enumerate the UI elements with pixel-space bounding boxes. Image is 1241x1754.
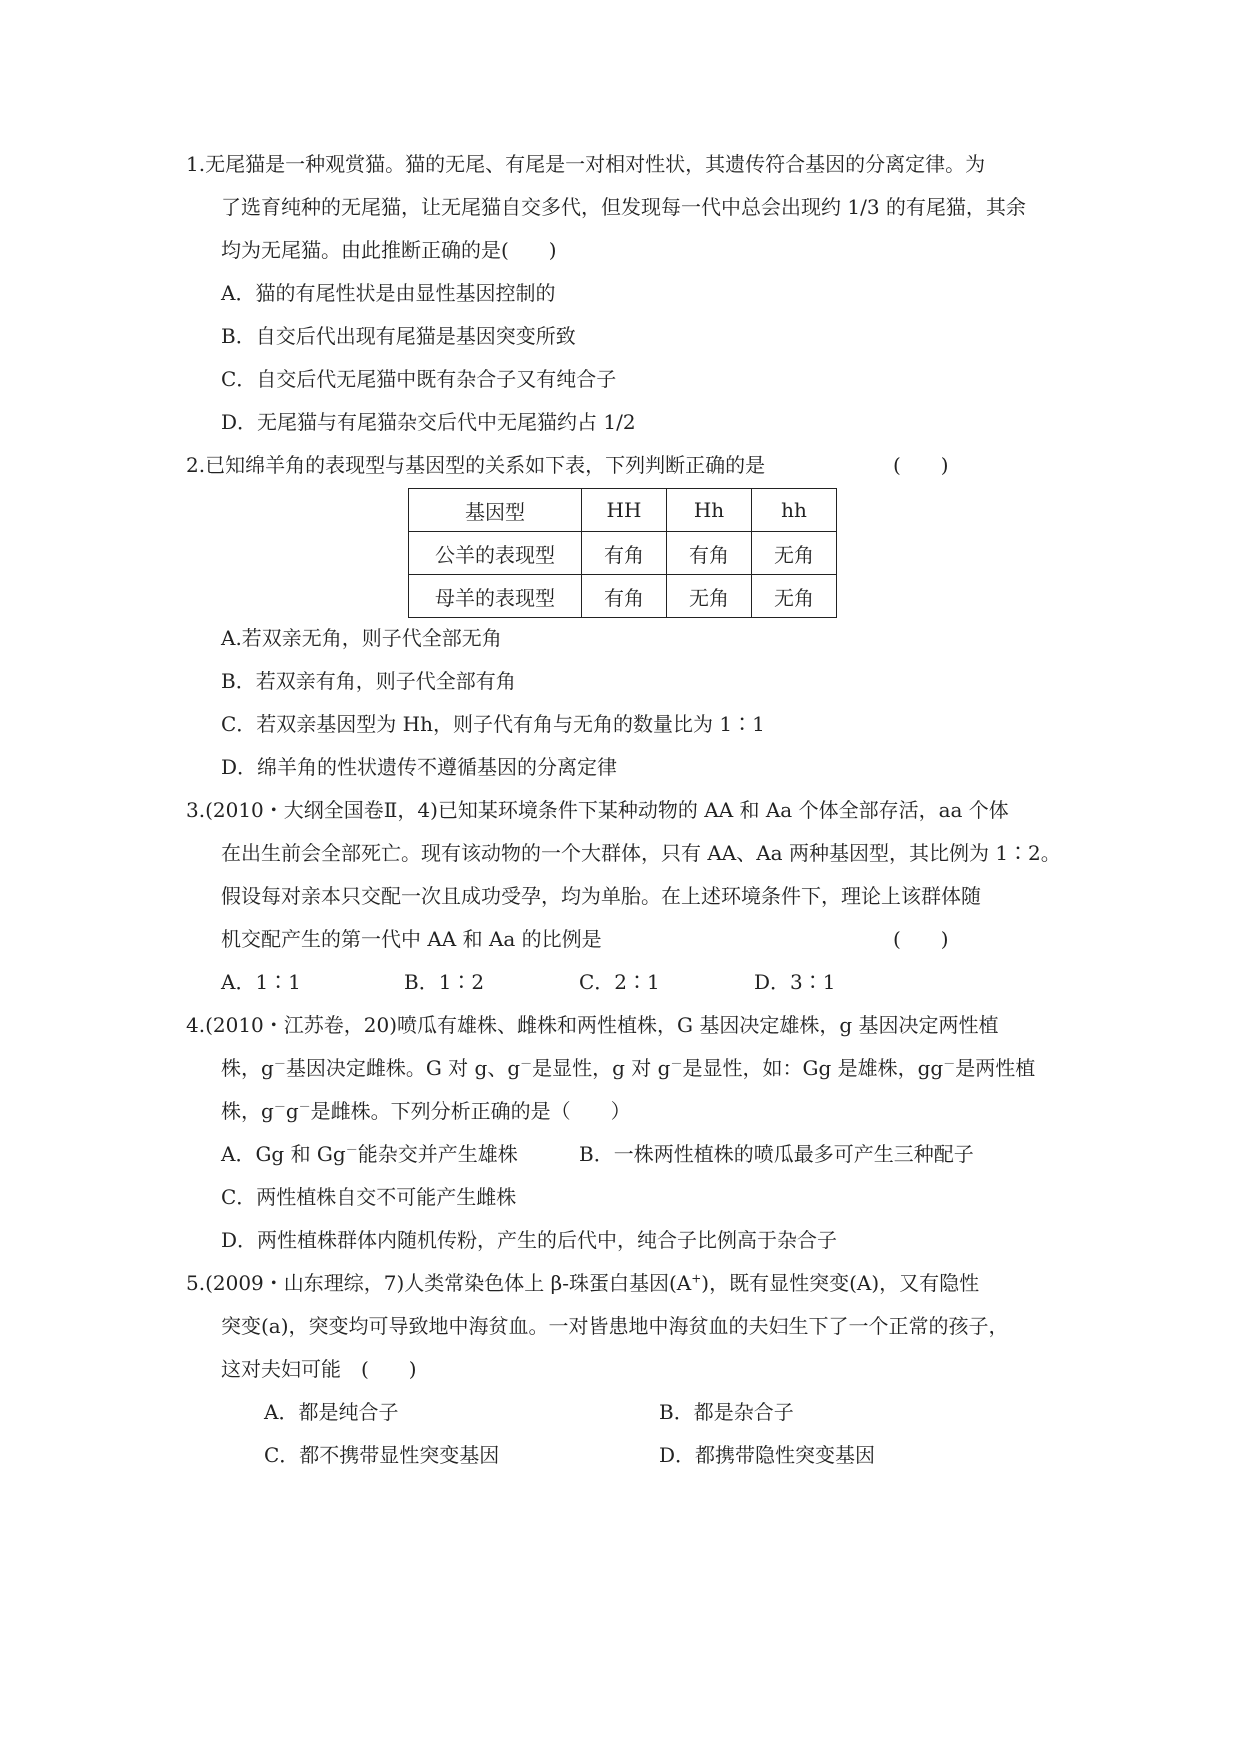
q1-option-b: B．自交后代出现有尾猫是基因突变所致 (221, 324, 576, 348)
table-cell: 无角 (667, 575, 752, 618)
q3-option-a: A．1∶1 (221, 970, 301, 994)
superscript: － (670, 1056, 683, 1071)
superscript: － (298, 1099, 311, 1114)
q4-line3-part: 株，g (221, 1099, 274, 1123)
q4-line2-part: 是显性，如：Gg 是雄株，gg (682, 1056, 944, 1080)
q4-option-a (221, 1140, 518, 1168)
q1-line3: 均为无尾猫。由此推断正确的是( ) (221, 238, 557, 262)
q5-line1-part: 5.(2009・山东理综，7)人类常染色体上 β-珠蛋白基因(A (186, 1271, 692, 1295)
q2-option-d: D．绵羊角的性状遗传不遵循基因的分离定律 (221, 755, 618, 779)
q5-line1-part: )，既有显性突变(A)，又有隐性 (701, 1271, 980, 1295)
q3-line2: 在出生前会全部死亡。现有该动物的一个大群体，只有 AA、Aa 两种基因型，其比例为 1∶2。 (221, 841, 1061, 865)
q4-line2-part: 是两性植 (955, 1056, 1036, 1080)
table-cell: Hh (667, 489, 752, 532)
q5-option-b: B．都是杂合子 (659, 1400, 794, 1424)
table-cell: 基因型 (409, 489, 582, 532)
q3-option-d: D．3∶1 (754, 970, 836, 994)
q4-line2-part: 基因决定雌株。G 对 g、g (285, 1056, 521, 1080)
q4-line2 (221, 1054, 1035, 1082)
q3-option-b: B．1∶2 (404, 970, 485, 994)
q5-option-d: D．都携带隐性突变基因 (659, 1443, 876, 1467)
q4-option-a-part: 能杂交并产生雄株 (357, 1142, 518, 1166)
table-cell: 无角 (752, 575, 837, 618)
q2-option-b: B．若双亲有角，则子代全部有角 (221, 669, 516, 693)
table-cell: hh (752, 489, 837, 532)
table-cell: 母羊的表现型 (409, 575, 582, 618)
q4-line2-part: 株，g (221, 1056, 274, 1080)
q4-option-a-part: A．Gg 和 Gg (221, 1142, 346, 1166)
q1-line1: 1.无尾猫是一种观赏猫。猫的无尾、有尾是一对相对性状，其遗传符合基因的分离定律。为 (186, 152, 986, 176)
q2-line1: 2.已知绵羊角的表现型与基因型的关系如下表，下列判断正确的是 (186, 453, 766, 477)
table-header-row (409, 489, 837, 532)
q4-option-c: C．两性植株自交不可能产生雌株 (221, 1185, 517, 1209)
q3-bracket: ( ) (893, 927, 949, 951)
table-cell: 有角 (582, 575, 667, 618)
q4-line3-part: 是雌株。下列分析正确的是（ ） (310, 1099, 631, 1123)
q1-option-d: D．无尾猫与有尾猫杂交后代中无尾猫约占 1/2 (221, 410, 636, 434)
q2-bracket: ( ) (893, 453, 949, 477)
q3-line1: 3.(2010・大纲全国卷Ⅱ，4)已知某环境条件下某种动物的 AA 和 Aa 个体全部存活，aa 个体 (186, 798, 1009, 822)
q3-line4: 机交配产生的第一代中 AA 和 Aa 的比例是 (221, 927, 602, 951)
table-cell: 有角 (667, 532, 752, 575)
q4-line3 (221, 1097, 631, 1125)
q2-option-c: C．若双亲基因型为 Hh，则子代有角与无角的数量比为 1∶1 (221, 712, 765, 736)
q1-option-a: A．猫的有尾性状是由显性基因控制的 (221, 281, 556, 305)
q3-option-c: C．2∶1 (579, 970, 660, 994)
table-cell: 公羊的表现型 (409, 532, 582, 575)
q5-option-c: C．都不携带显性突变基因 (264, 1443, 500, 1467)
q4-option-b: B．一株两性植株的喷瓜最多可产生三种配子 (579, 1142, 974, 1166)
q5-option-a: A．都是纯合子 (264, 1400, 399, 1424)
table-row (409, 575, 837, 618)
superscript: + (691, 1271, 702, 1286)
q3-line3: 假设每对亲本只交配一次且成功受孕，均为单胎。在上述环境条件下，理论上该群体随 (221, 884, 981, 908)
superscript: － (520, 1056, 533, 1071)
genotype-table (408, 488, 837, 618)
q4-line2-part: 是显性，g 对 g (532, 1056, 671, 1080)
superscript: － (345, 1142, 358, 1157)
q4-line3-part: g (285, 1099, 299, 1123)
table-row (409, 532, 837, 575)
q4-option-d: D．两性植株群体内随机传粉，产生的后代中，纯合子比例高于杂合子 (221, 1228, 838, 1252)
q5-line1 (186, 1269, 979, 1297)
table-cell: 无角 (752, 532, 837, 575)
q2-option-a: A.若双亲无角，则子代全部无角 (221, 626, 502, 650)
table-cell: HH (582, 489, 667, 532)
superscript: － (943, 1056, 956, 1071)
q1-line2: 了选育纯种的无尾猫，让无尾猫自交多代，但发现每一代中总会出现约 1/3 的有尾猫，其余 (221, 195, 1026, 219)
superscript: － (273, 1056, 286, 1071)
q1-option-c: C．自交后代无尾猫中既有杂合子又有纯合子 (221, 367, 617, 391)
table-cell: 有角 (582, 532, 667, 575)
q5-line3: 这对夫妇可能 ( ) (221, 1357, 417, 1381)
q4-line1: 4.(2010・江苏卷，20)喷瓜有雄株、雌株和两性植株，G 基因决定雄株，g 基因决定两性植 (186, 1013, 999, 1037)
q5-line2: 突变(a)，突变均可导致地中海贫血。一对皆患地中海贫血的夫妇生下了一个正常的孩子， (221, 1314, 1009, 1338)
superscript: － (273, 1099, 286, 1114)
